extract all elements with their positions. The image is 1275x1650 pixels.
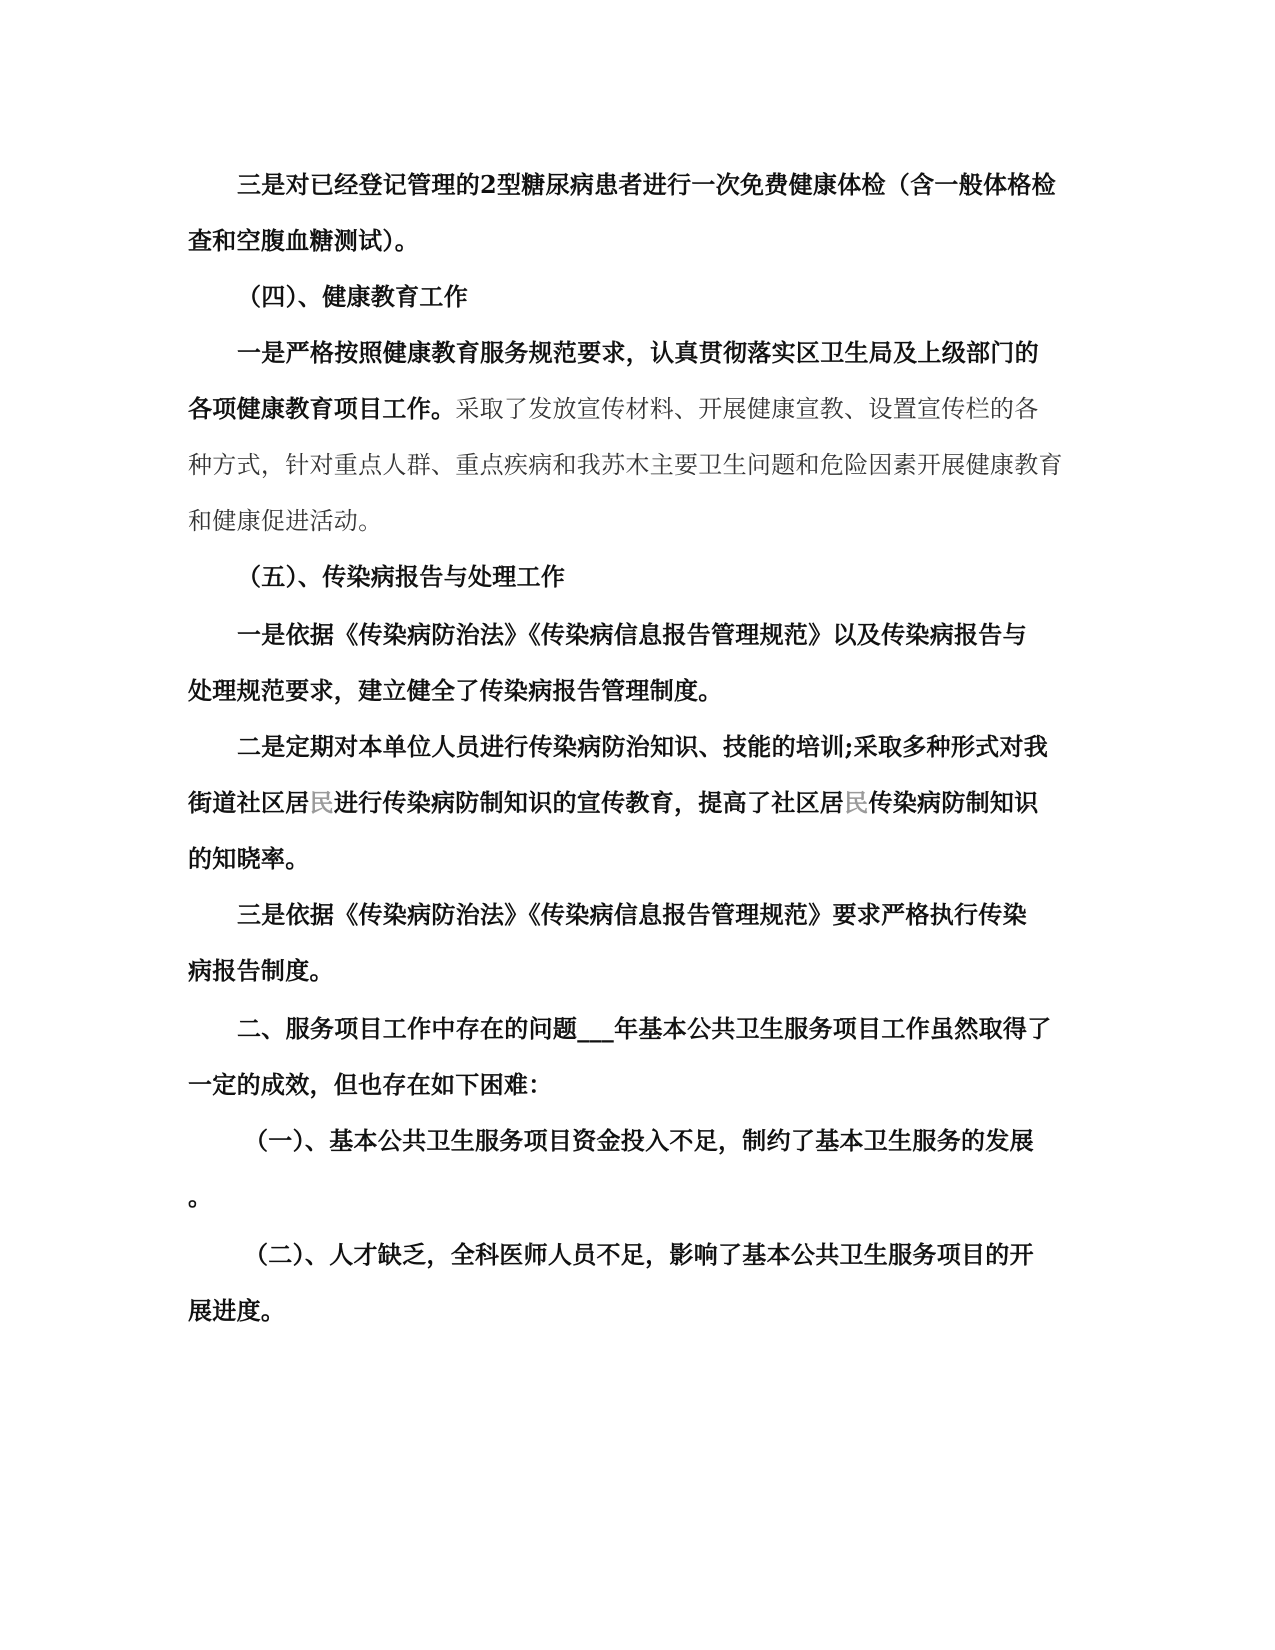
section-heading: 二、服务项目工作中存在的问题___年基本公共卫生服务项目工作虽然取得了 (237, 1014, 1052, 1043)
paragraph-line: 二是定期对本单位人员进行传染病防治知识、技能的培训;采取多种形式对我 (237, 732, 1049, 761)
paragraph-line: 查和空腹血糖测试）。 (188, 226, 419, 255)
paragraph-line: 一是依据《传染病防治法》《传染病信息报告管理规范》以及传染病报告与 (237, 620, 1027, 649)
paragraph-line: 和健康促进活动。 (188, 507, 383, 535)
paragraph-line: 展进度。 (188, 1296, 286, 1325)
paragraph-line (188, 788, 1039, 818)
paragraph-text: 街道社区居 (188, 788, 310, 817)
paragraph-line: 三是对已经登记管理的2型糖尿病患者进行一次免费健康体检（含一般体格检 (237, 170, 1056, 199)
paragraph-line: 种方式，针对重点人群、重点疾病和我苏木主要卫生问题和危险因素开展健康教育 (188, 451, 1063, 479)
faded-character: 民 (309, 788, 334, 817)
paragraph-line: 三是依据《传染病防治法》《传染病信息报告管理规范》要求严格执行传染 (237, 900, 1027, 929)
paragraph-line: 一定的成效，但也存在如下困难： (188, 1070, 553, 1099)
paragraph-line: 。 (188, 1182, 213, 1211)
faded-character: 民 (844, 788, 869, 817)
section-heading: （五）、传染病报告与处理工作 (237, 562, 566, 591)
paragraph-text-bold: 各项健康教育项目工作。 (188, 394, 456, 423)
paragraph-line: （二）、人才缺乏，全科医师人员不足，影响了基本公共卫生服务项目的开 (244, 1240, 1034, 1269)
paragraph-line: （一）、基本公共卫生服务项目资金投入不足，制约了基本卫生服务的发展 (244, 1126, 1034, 1155)
paragraph-text: 传染病防制知识 (868, 788, 1039, 817)
paragraph-line: 的知晓率。 (188, 844, 310, 873)
paragraph-line: 病报告制度。 (188, 956, 334, 985)
section-heading: （四）、健康教育工作 (237, 282, 468, 311)
paragraph-line: 一是严格按照健康教育服务规范要求，认真贯彻落实区卫生局及上级部门的 (237, 338, 1039, 367)
paragraph-text-light: 采取了发放宣传材料、开展健康宣教、设置宣传栏的各 (455, 395, 1039, 423)
paragraph-text: 进行传染病防制知识的宣传教育，提高了社区居 (333, 788, 845, 817)
paragraph-line: 处理规范要求，建立健全了传染病报告管理制度。 (188, 676, 723, 705)
paragraph-line (188, 394, 1039, 424)
